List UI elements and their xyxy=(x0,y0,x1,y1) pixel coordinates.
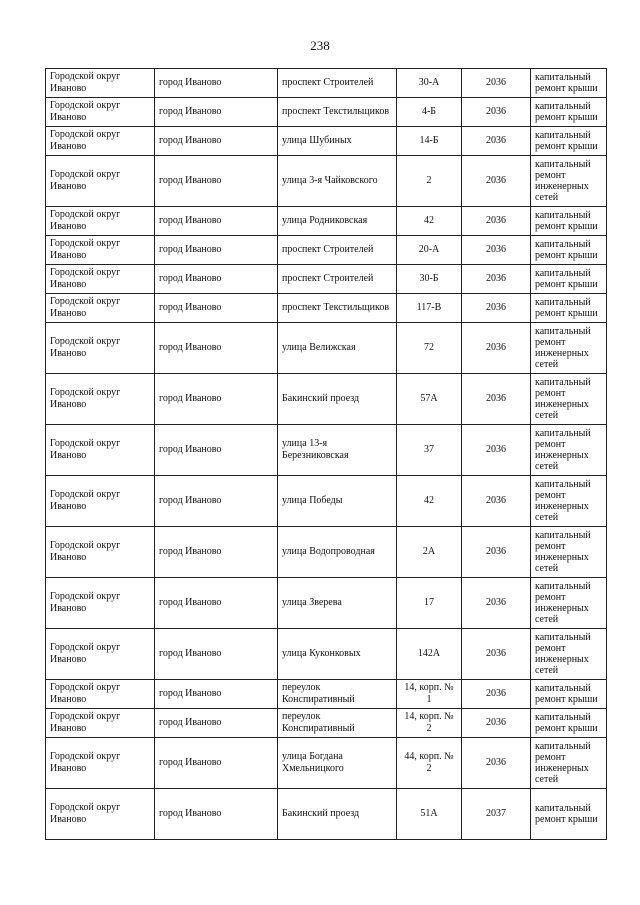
table-row xyxy=(46,294,607,323)
cell-city: город Иваново xyxy=(155,476,278,527)
cell-house: 42 xyxy=(397,476,462,527)
cell-work: капитальный ремонт инженерных сетей xyxy=(531,374,607,425)
cell-city: город Иваново xyxy=(155,709,278,738)
cell-street: улица Шубиных xyxy=(278,127,397,156)
table-row xyxy=(46,527,607,578)
table-row xyxy=(46,265,607,294)
cell-street: улица 13-я Березниковская xyxy=(278,425,397,476)
cell-okrug: Городской округ Иваново xyxy=(46,680,155,709)
cell-house: 142А xyxy=(397,629,462,680)
cell-work: капитальный ремонт крыши xyxy=(531,207,607,236)
cell-work: капитальный ремонт крыши xyxy=(531,680,607,709)
table-body xyxy=(46,69,607,840)
cell-house: 44, корп. № 2 xyxy=(397,738,462,789)
cell-work: капитальный ремонт крыши xyxy=(531,98,607,127)
cell-okrug: Городской округ Иваново xyxy=(46,156,155,207)
cell-house: 14, корп. № 2 xyxy=(397,709,462,738)
cell-city: город Иваново xyxy=(155,207,278,236)
cell-work: капитальный ремонт крыши xyxy=(531,709,607,738)
cell-year: 2036 xyxy=(462,629,531,680)
cell-street: улица Победы xyxy=(278,476,397,527)
cell-house: 42 xyxy=(397,207,462,236)
cell-house: 4-Б xyxy=(397,98,462,127)
cell-okrug: Городской округ Иваново xyxy=(46,374,155,425)
cell-okrug: Городской округ Иваново xyxy=(46,236,155,265)
cell-house: 51А xyxy=(397,789,462,840)
cell-okrug: Городской округ Иваново xyxy=(46,738,155,789)
cell-house: 2А xyxy=(397,527,462,578)
cell-street: проспект Текстильщиков xyxy=(278,98,397,127)
cell-house: 17 xyxy=(397,578,462,629)
cell-house: 57А xyxy=(397,374,462,425)
cell-work: капитальный ремонт инженерных сетей xyxy=(531,738,607,789)
table-row xyxy=(46,98,607,127)
cell-house: 20-А xyxy=(397,236,462,265)
cell-year: 2036 xyxy=(462,156,531,207)
cell-city: город Иваново xyxy=(155,527,278,578)
housing-repair-table xyxy=(45,68,607,840)
table-row xyxy=(46,323,607,374)
table-row xyxy=(46,69,607,98)
cell-street: улица Родниковская xyxy=(278,207,397,236)
cell-okrug: Городской округ Иваново xyxy=(46,578,155,629)
cell-city: город Иваново xyxy=(155,680,278,709)
cell-okrug: Городской округ Иваново xyxy=(46,207,155,236)
table-row xyxy=(46,207,607,236)
cell-street: Бакинский проезд xyxy=(278,789,397,840)
cell-year: 2036 xyxy=(462,425,531,476)
cell-street: улица Велижская xyxy=(278,323,397,374)
cell-city: город Иваново xyxy=(155,265,278,294)
cell-year: 2036 xyxy=(462,374,531,425)
cell-okrug: Городской округ Иваново xyxy=(46,789,155,840)
cell-work: капитальный ремонт крыши xyxy=(531,265,607,294)
cell-okrug: Городской округ Иваново xyxy=(46,527,155,578)
cell-year: 2036 xyxy=(462,323,531,374)
table-row xyxy=(46,127,607,156)
cell-okrug: Городской округ Иваново xyxy=(46,69,155,98)
cell-house: 30-А xyxy=(397,69,462,98)
cell-street: проспект Текстильщиков xyxy=(278,294,397,323)
cell-work: капитальный ремонт крыши xyxy=(531,294,607,323)
cell-house: 117-В xyxy=(397,294,462,323)
cell-year: 2036 xyxy=(462,476,531,527)
table-row xyxy=(46,476,607,527)
table-row xyxy=(46,156,607,207)
cell-house: 14, корп. № 1 xyxy=(397,680,462,709)
cell-okrug: Городской округ Иваново xyxy=(46,323,155,374)
cell-city: город Иваново xyxy=(155,374,278,425)
cell-city: город Иваново xyxy=(155,69,278,98)
cell-city: город Иваново xyxy=(155,738,278,789)
cell-work: капитальный ремонт инженерных сетей xyxy=(531,578,607,629)
cell-okrug: Городской округ Иваново xyxy=(46,127,155,156)
table-row xyxy=(46,236,607,265)
cell-work: капитальный ремонт инженерных сетей xyxy=(531,323,607,374)
cell-city: город Иваново xyxy=(155,156,278,207)
cell-street: улица Водопроводная xyxy=(278,527,397,578)
cell-street: проспект Строителей xyxy=(278,236,397,265)
cell-city: город Иваново xyxy=(155,236,278,265)
cell-street: переулок Конспиративный xyxy=(278,709,397,738)
cell-year: 2036 xyxy=(462,709,531,738)
cell-street: улица Зверева xyxy=(278,578,397,629)
table-row xyxy=(46,738,607,789)
cell-year: 2036 xyxy=(462,69,531,98)
cell-work: капитальный ремонт крыши xyxy=(531,789,607,840)
cell-house: 37 xyxy=(397,425,462,476)
cell-work: капитальный ремонт инженерных сетей xyxy=(531,476,607,527)
cell-street: Бакинский проезд xyxy=(278,374,397,425)
cell-street: переулок Конспиративный xyxy=(278,680,397,709)
cell-street: улица Куконковых xyxy=(278,629,397,680)
cell-city: город Иваново xyxy=(155,578,278,629)
cell-city: город Иваново xyxy=(155,98,278,127)
cell-city: город Иваново xyxy=(155,127,278,156)
cell-okrug: Городской округ Иваново xyxy=(46,294,155,323)
cell-work: капитальный ремонт инженерных сетей xyxy=(531,527,607,578)
table-row xyxy=(46,578,607,629)
cell-year: 2036 xyxy=(462,294,531,323)
table-row xyxy=(46,680,607,709)
cell-okrug: Городской округ Иваново xyxy=(46,265,155,294)
cell-work: капитальный ремонт инженерных сетей xyxy=(531,156,607,207)
cell-year: 2036 xyxy=(462,680,531,709)
cell-work: капитальный ремонт крыши xyxy=(531,236,607,265)
table-row xyxy=(46,629,607,680)
cell-year: 2036 xyxy=(462,578,531,629)
cell-year: 2036 xyxy=(462,738,531,789)
cell-okrug: Городской округ Иваново xyxy=(46,709,155,738)
cell-city: город Иваново xyxy=(155,323,278,374)
table-row xyxy=(46,709,607,738)
cell-year: 2036 xyxy=(462,207,531,236)
cell-street: проспект Строителей xyxy=(278,265,397,294)
cell-work: капитальный ремонт инженерных сетей xyxy=(531,425,607,476)
cell-house: 2 xyxy=(397,156,462,207)
cell-city: город Иваново xyxy=(155,789,278,840)
cell-year: 2036 xyxy=(462,265,531,294)
cell-year: 2036 xyxy=(462,236,531,265)
table-row xyxy=(46,374,607,425)
table-row xyxy=(46,425,607,476)
cell-year: 2036 xyxy=(462,527,531,578)
cell-work: капитальный ремонт инженерных сетей xyxy=(531,629,607,680)
cell-city: город Иваново xyxy=(155,294,278,323)
cell-street: проспект Строителей xyxy=(278,69,397,98)
cell-okrug: Городской округ Иваново xyxy=(46,98,155,127)
page-number: 238 xyxy=(310,38,330,53)
cell-house: 72 xyxy=(397,323,462,374)
cell-okrug: Городской округ Иваново xyxy=(46,425,155,476)
cell-year: 2036 xyxy=(462,98,531,127)
cell-house: 30-Б xyxy=(397,265,462,294)
cell-city: город Иваново xyxy=(155,629,278,680)
cell-okrug: Городской округ Иваново xyxy=(46,476,155,527)
cell-year: 2036 xyxy=(462,127,531,156)
cell-work: капитальный ремонт крыши xyxy=(531,69,607,98)
cell-city: город Иваново xyxy=(155,425,278,476)
cell-work: капитальный ремонт крыши xyxy=(531,127,607,156)
cell-okrug: Городской округ Иваново xyxy=(46,629,155,680)
cell-street: улица 3-я Чайковского xyxy=(278,156,397,207)
table-row xyxy=(46,789,607,840)
cell-house: 14-Б xyxy=(397,127,462,156)
cell-year: 2037 xyxy=(462,789,531,840)
cell-street: улица Богдана Хмельницкого xyxy=(278,738,397,789)
